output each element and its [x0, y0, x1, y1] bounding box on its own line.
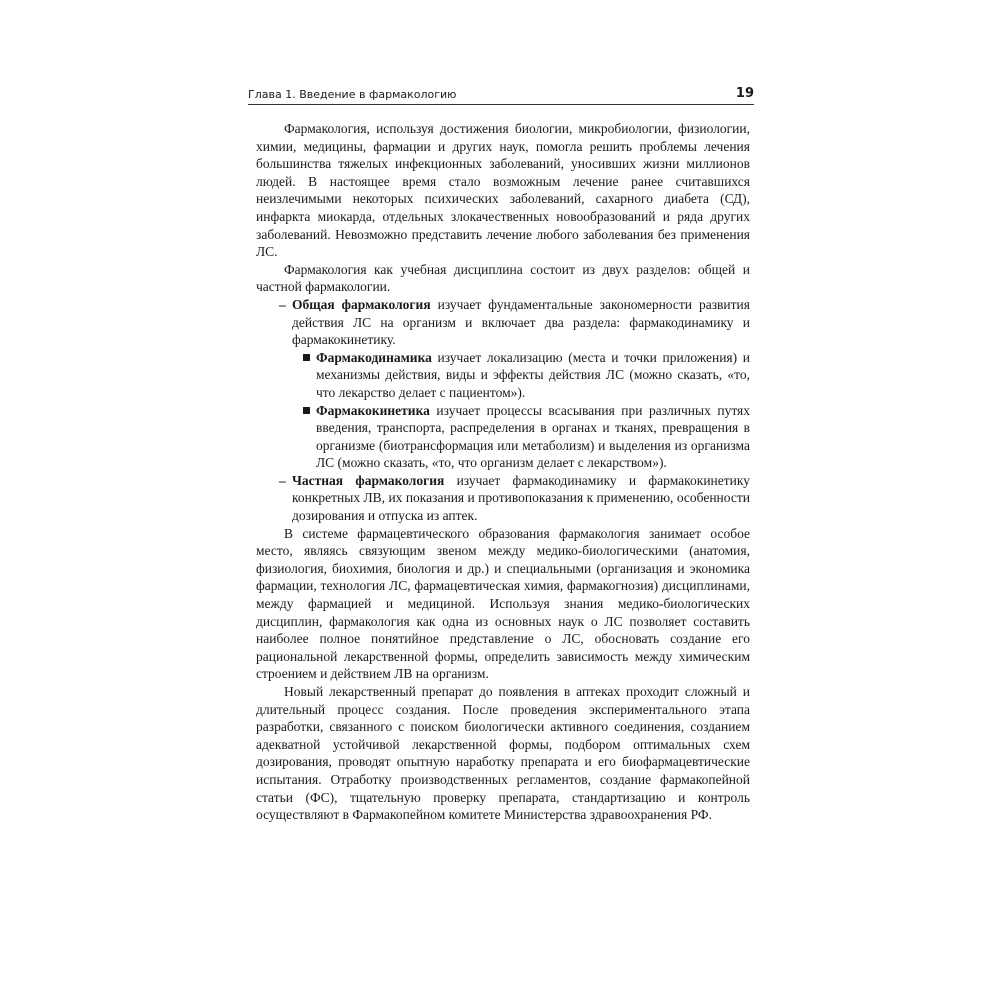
term-pharmacodynamics: Фармакодинамика: [316, 349, 432, 365]
dash-marker: –: [279, 296, 286, 312]
term-pharmacokinetics: Фармакокинетика: [316, 402, 430, 418]
page-number: 19: [735, 86, 754, 101]
dash-marker: –: [279, 472, 286, 488]
definition-pharmacokinetics: изучает процессы всасывания при различных путях введения, транспорта, распределения в органах и тканях, превращения в организме (биотрансформация или метаболизм) и выделения из организма ЛС (можно сказать, «то, что организм делает с лекарством»).: [316, 402, 750, 471]
definition-general-pharmacology: изучает фундаментальные закономерности развития действия ЛС на организм и включает два раздела: фармакодинамику и фармакокинетику.: [292, 296, 750, 348]
chapter-title: Глава 1. Введение в фармакологию: [248, 88, 457, 101]
term-special-pharmacology: Частная фармакология: [292, 472, 445, 488]
list-item-general-pharmacology: [256, 296, 750, 349]
list-item-special-pharmacology: [256, 472, 750, 525]
term-general-pharmacology: Общая фармакология: [292, 296, 431, 312]
paragraph-sections: Фармакология как учебная дисциплина состоит из двух разделов: общей и частной фармакологии.: [256, 261, 750, 295]
paragraph-education-system: В системе фармацевтического образования фармакология занимает особое место, являясь связующим звеном между медико-биологическими (анатомия, физиология, биохимия, биология и др.) и специальными (организация и экономика фармации, технология ЛС, фармацевтическая химия, фармакогнозия) дисциплинами, между фармацией и медициной. Используя знания медико-биологических дисциплин, фармакология как одна из основных наук о ЛС позволяет составить наиболее полное понятийное представление о ЛС, обосновать создание его рациональной лекарственной формы, определить зависимость между химическим строением и действием ЛВ на организм.: [256, 525, 750, 682]
square-bullet-icon: [303, 354, 310, 361]
list-item-pharmacodynamics: [256, 349, 750, 402]
paragraph-intro: Фармакология, используя достижения биологии, микробиологии, физиологии, химии, медицины, фармации и других наук, помогла решить проблемы лечения большинства тяжелых инфекционных заболеваний, уносивших жизни миллионов людей. В настоящее время стало возможным лечение ранее считавшихся неизлечимыми некоторых психических заболеваний, сахарного диабета (СД), инфаркта миокарда, отдельных злокачественных новообразований и ряда других заболеваний. Невозможно представить лечение любого заболевания без применения ЛС.: [256, 121, 750, 260]
page-body: [256, 120, 750, 824]
list-item-pharmacokinetics: [256, 402, 750, 472]
definition-special-pharmacology: изучает фармакодинамику и фармакокинетику конкретных ЛВ, их показания и противопоказания к применению, особенности дозирования и отпуска из аптек.: [292, 472, 750, 524]
paragraph-new-drug: Новый лекарственный препарат до появления в аптеках проходит сложный и длительный процесс создания. После проведения экспериментального этапа разработки, связанного с поиском биологически активного соединения, созданием адекватной устойчивой лекарственной формы, подбором оптимальных схем дозирования, проводят опытную наработку препарата и его биофармацевтические испытания. Отработку производственных регламентов, создание фармакопейной статьи (ФС), тщательную проверку препарата, стандартизацию и контроль осуществляют в Фармакопейном комитете Министерства здравоохранения РФ.: [256, 684, 750, 823]
header-rule: [248, 104, 754, 105]
definition-pharmacodynamics: изучает локализацию (места и точки приложения) и механизмы действия, виды и эффекты действия ЛС (можно сказать, «то, что лекарство делает с пациентом»).: [316, 349, 750, 400]
square-bullet-icon: [303, 407, 310, 414]
